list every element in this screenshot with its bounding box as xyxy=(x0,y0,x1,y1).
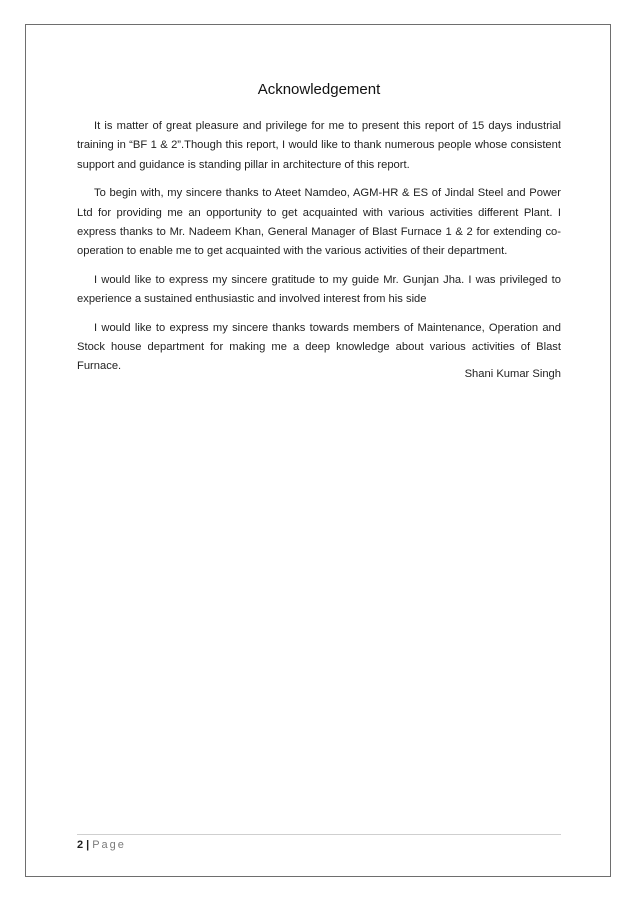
paragraph-thanks-departments: I would like to express my sincere thanks towards members of Maintenance, Operation and Stock house department for making me a deep knowledge about various activities of Blast Furnace. xyxy=(77,321,561,373)
page-number: 2 xyxy=(77,839,84,851)
paragraph-thanks-guide: I would like to express my sincere gratitude to my guide Mr. Gunjan Jha. I was privileged to experience a sustained enthusiastic and involved interest from his side xyxy=(77,273,561,306)
signature: Shani Kumar Singh xyxy=(464,368,561,380)
page-label: Page xyxy=(92,839,126,851)
document-body xyxy=(77,117,561,386)
footer-separator: | xyxy=(86,839,90,851)
footer-divider xyxy=(77,834,561,835)
paragraph-thanks-management: To begin with, my sincere thanks to Ateet Namdeo, AGM-HR & ES of Jindal Steel and Power Ltd for providing me an opportunity to get acquainted with various activities different Plant. I express thanks to Mr. Nadeem Khan, General Manager of Blast Furnace 1 & 2 for extending co-operation to enable me to get acquainted with the various activities of their department. xyxy=(77,187,561,258)
page-title: Acknowledgement xyxy=(257,81,381,98)
page-footer xyxy=(77,838,126,852)
paragraph-intro: It is matter of great pleasure and privilege for me to present this report of 15 days industrial training in “BF 1 & 2”.Though this report, I would like to thank numerous people whose consistent support and guidance is standing pillar in architecture of this report. xyxy=(77,120,561,171)
